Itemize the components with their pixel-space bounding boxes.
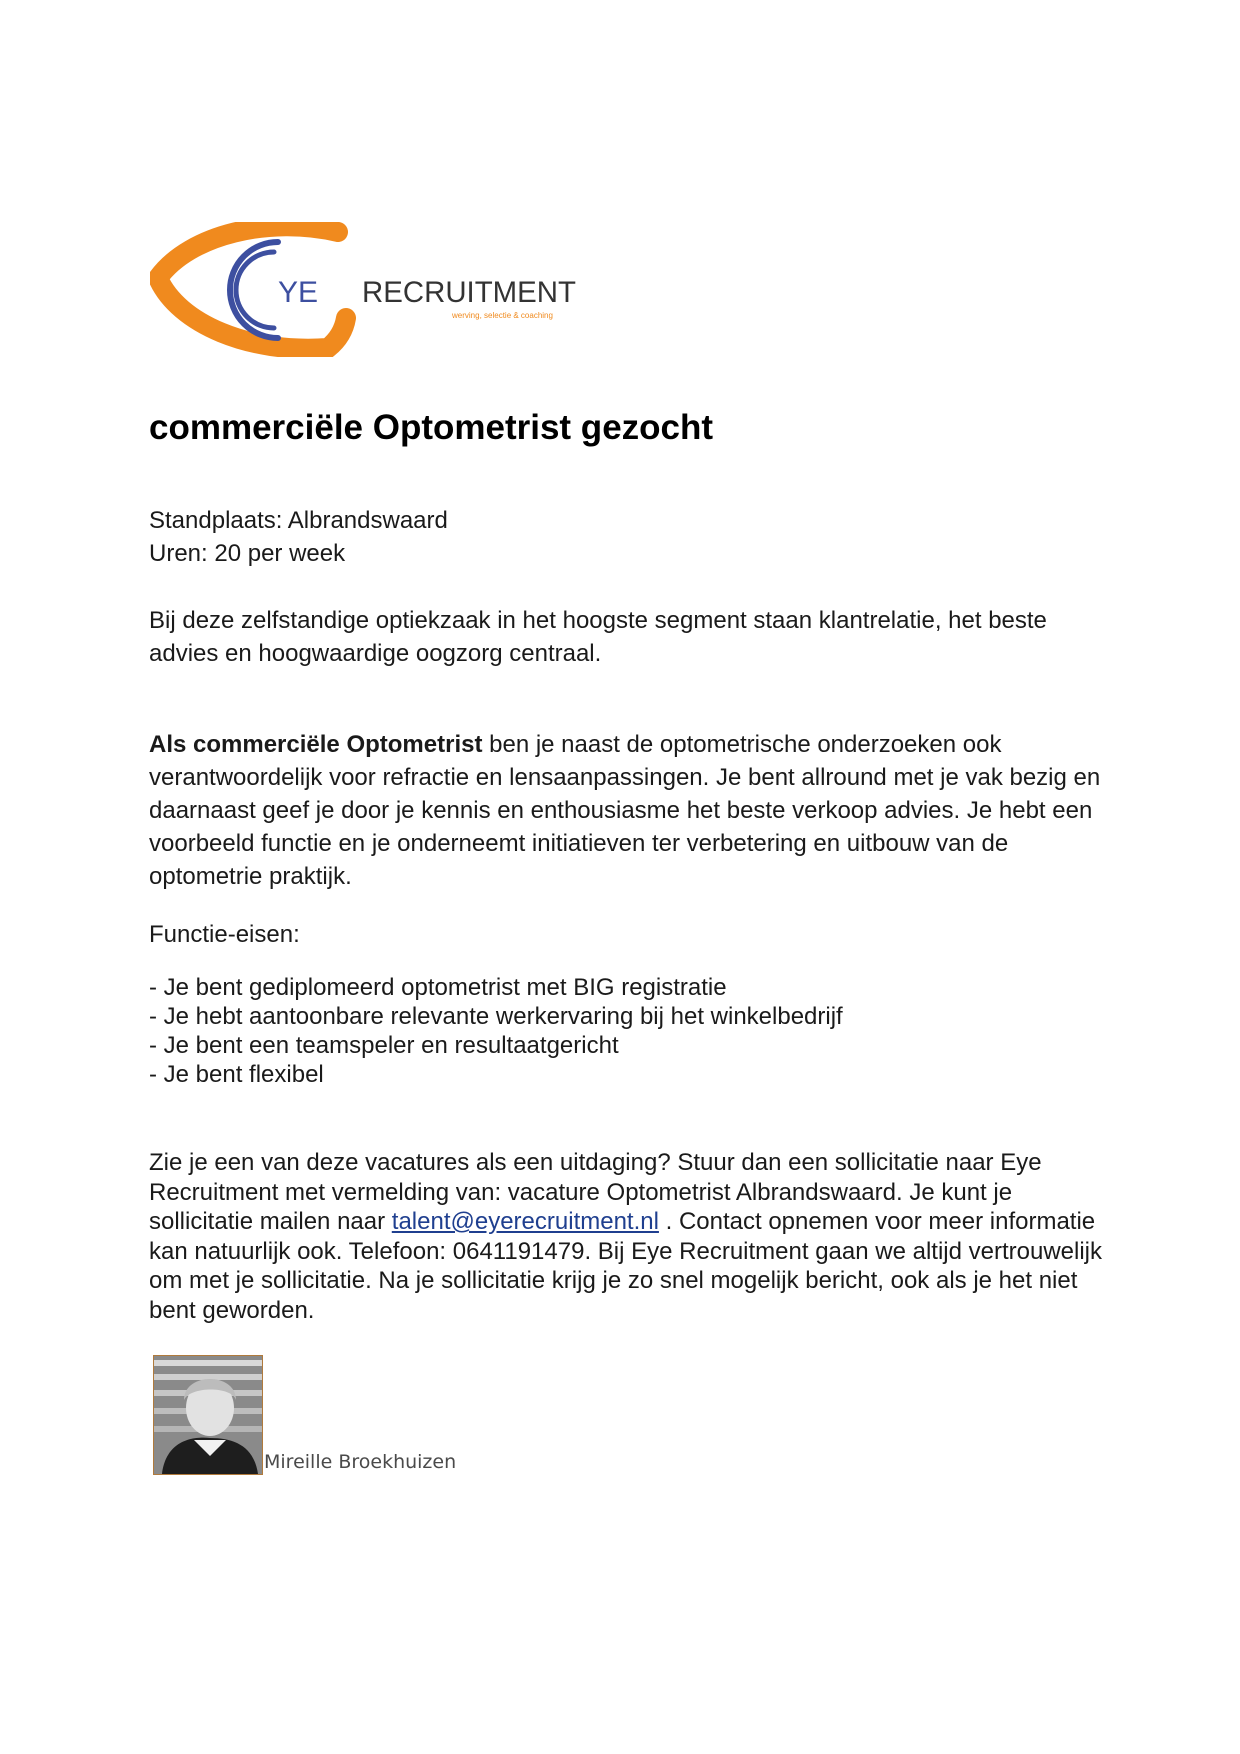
- role-text: ben je naast de optometrische onderzoeken ook verantwoordelijk voor refractie en lensaanpassingen. Je bent allround met je vak bezig en daarnaast geef je door je kennis en enthousiasme het beste verkoop advies. Je hebt een voorbeeld functie en je onderneemt initiatieven ter verbetering en uitbouw van de optometrie praktijk.: [149, 731, 1101, 890]
- page-title: commerciële Optometrist gezocht: [149, 408, 714, 447]
- closing-text-after: . Contact opnemen voor meer informatie kan natuurlijk ook. Telefoon: 0641191479. Bij Eye Recruitment gaan we altijd vertrouwelijk om met je sollicitatie. Na je sollicitatie krijg je zo snel mogelijk bericht, ook als je het niet bent geworden.: [149, 1208, 1102, 1324]
- list-item: - Je bent gediplomeerd optometrist met BIG registratie: [149, 974, 727, 1001]
- role-paragraph: [149, 728, 1109, 893]
- email-link[interactable]: talent@eyerecruitment.nl: [391, 1208, 659, 1235]
- requirements-heading: Functie-eisen:: [149, 921, 300, 948]
- list-item: - Je bent een teamspeler en resultaatgericht: [149, 1032, 619, 1059]
- avatar: [153, 1355, 263, 1475]
- closing-paragraph: [149, 1148, 1109, 1325]
- logo-wordmark: RECRUITMENT: [362, 276, 576, 309]
- list-item: - Je hebt aantoonbare relevante werkervaring bij het winkelbedrijf: [149, 1003, 843, 1030]
- list-item: - Je bent flexibel: [149, 1061, 324, 1088]
- role-lead: Als commerciële Optometrist: [149, 731, 483, 758]
- logo-letters: YE: [278, 276, 319, 309]
- hours-line: Uren: 20 per week: [149, 540, 346, 567]
- location-line: Standplaats: Albrandswaard: [149, 507, 448, 534]
- closing-text-before: Zie je een van deze vacatures als een uitdaging? Stuur dan een sollicitatie naar Eye Recruitment met vermelding van: vacature Optometrist Albrandswaard. Je kunt je sollicitatie mailen naar: [149, 1149, 1042, 1235]
- intro-paragraph: Bij deze zelfstandige optiekzaak in het hoogste segment staan klantrelatie, het beste advies en hoogwaardige oogzorg centraal.: [149, 607, 1047, 667]
- job-meta: [149, 504, 448, 570]
- eye-recruitment-logo: [150, 222, 590, 357]
- logo-tagline: werving, selectie & coaching: [452, 311, 553, 320]
- requirements-list: [149, 973, 843, 1089]
- signature-name: Mireille Broekhuizen: [264, 1451, 457, 1473]
